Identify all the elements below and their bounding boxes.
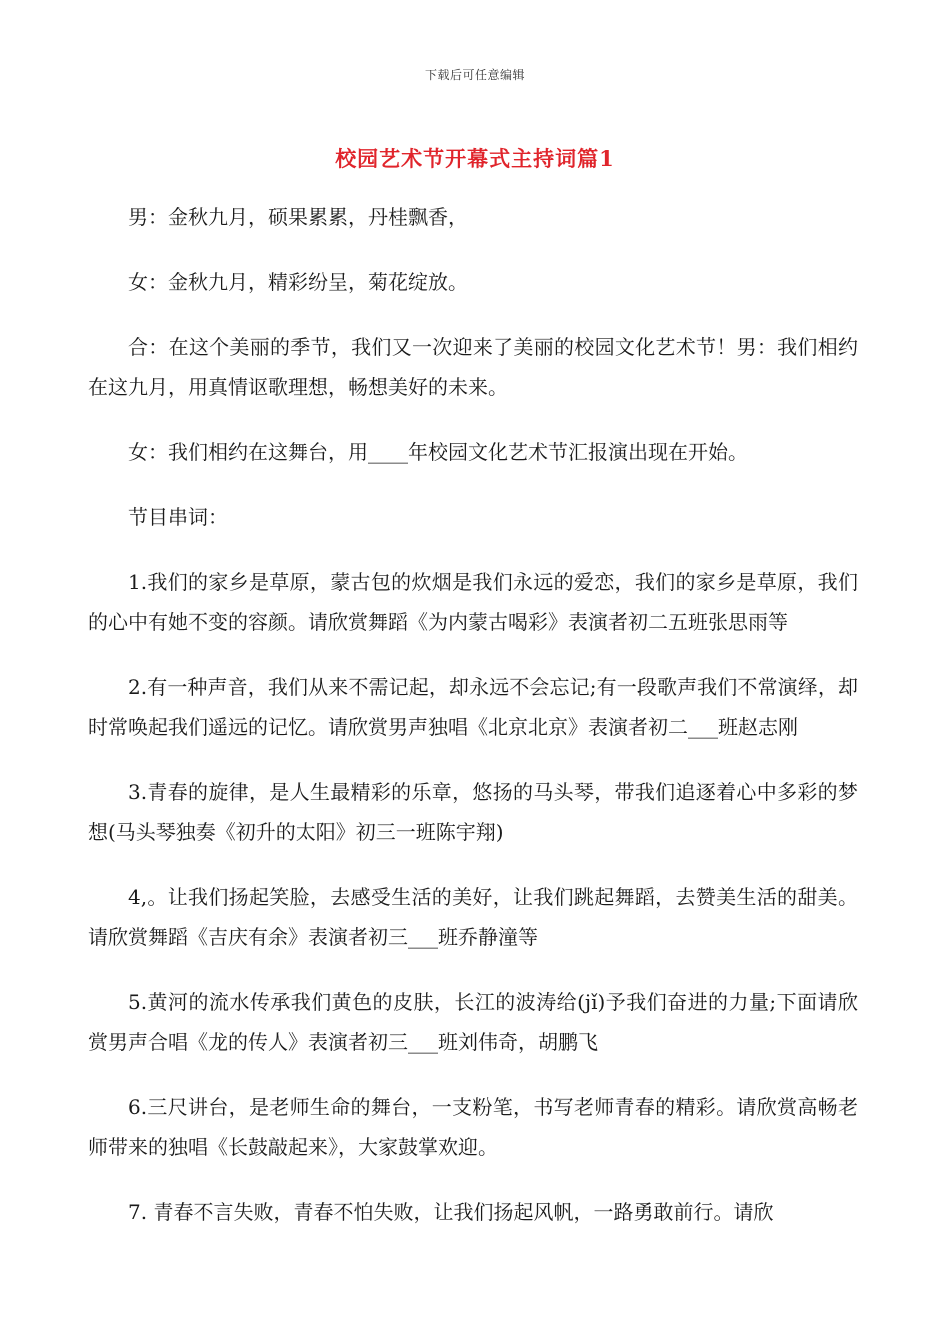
paragraph-female-start: 女：我们相约在这舞台，用____年校园文化艺术节汇报演出现在开始。 (128, 440, 748, 464)
paragraph-male-opening: 男：金秋九月，硕果累累，丹桂飘香， (128, 205, 468, 229)
document-title: 校园艺术节开幕式主持词篇1 (335, 146, 615, 171)
paragraph-program-heading: 节目串词： (128, 505, 228, 529)
paragraph-together: 合：在这个美丽的季节，我们又一次迎来了美丽的校园文化艺术节！男：我们相约在这九月，用真情讴歌理想，畅想美好的未来。 (88, 335, 858, 399)
paragraph-item-4: 4,。让我们扬起笑脸，去感受生活的美好，让我们跳起舞蹈，去赞美生活的甜美。请欣赏舞蹈《吉庆有余》表演者初三___班乔静潼等 (88, 885, 858, 949)
paragraph-item-6: 6.三尺讲台，是老师生命的舞台，一支粉笔，书写老师青春的精彩。请欣赏高畅老师带来的独唱《长鼓敲起来》，大家鼓掌欢迎。 (88, 1095, 858, 1159)
paragraph-item-7: 7. 青春不言失败，青春不怕失败，让我们扬起风帆，一路勇敢前行。请欣 (128, 1200, 774, 1224)
paragraph-item-1: 1.我们的家乡是草原，蒙古包的炊烟是我们永远的爱恋，我们的家乡是草原，我们的心中有她不变的容颜。请欣赏舞蹈《为内蒙古喝彩》表演者初二五班张思雨等 (88, 570, 858, 634)
header-note: 下载后可任意编辑 (424, 68, 525, 82)
paragraph-item-5: 5.黄河的流水传承我们黄色的皮肤，长江的波涛给(jǐ)予我们奋进的力量;下面请欣赏男声合唱《龙的传人》表演者初三___班刘伟奇，胡鹏飞 (88, 990, 858, 1054)
document-body (88, 197, 858, 1257)
paragraph-female-opening: 女：金秋九月，精彩纷呈，菊花绽放。 (128, 270, 468, 294)
paragraph-item-3: 3.青春的旋律，是人生最精彩的乐章，悠扬的马头琴，带我们追逐着心中多彩的梦想(马头琴独奏《初升的太阳》初三一班陈宇翔) (88, 780, 858, 844)
paragraph-item-2: 2.有一种声音，我们从来不需记起，却永远不会忘记;有一段歌声我们不常演绎，却时常唤起我们遥远的记忆。请欣赏男声独唱《北京北京》表演者初二___班赵志刚 (88, 675, 858, 739)
